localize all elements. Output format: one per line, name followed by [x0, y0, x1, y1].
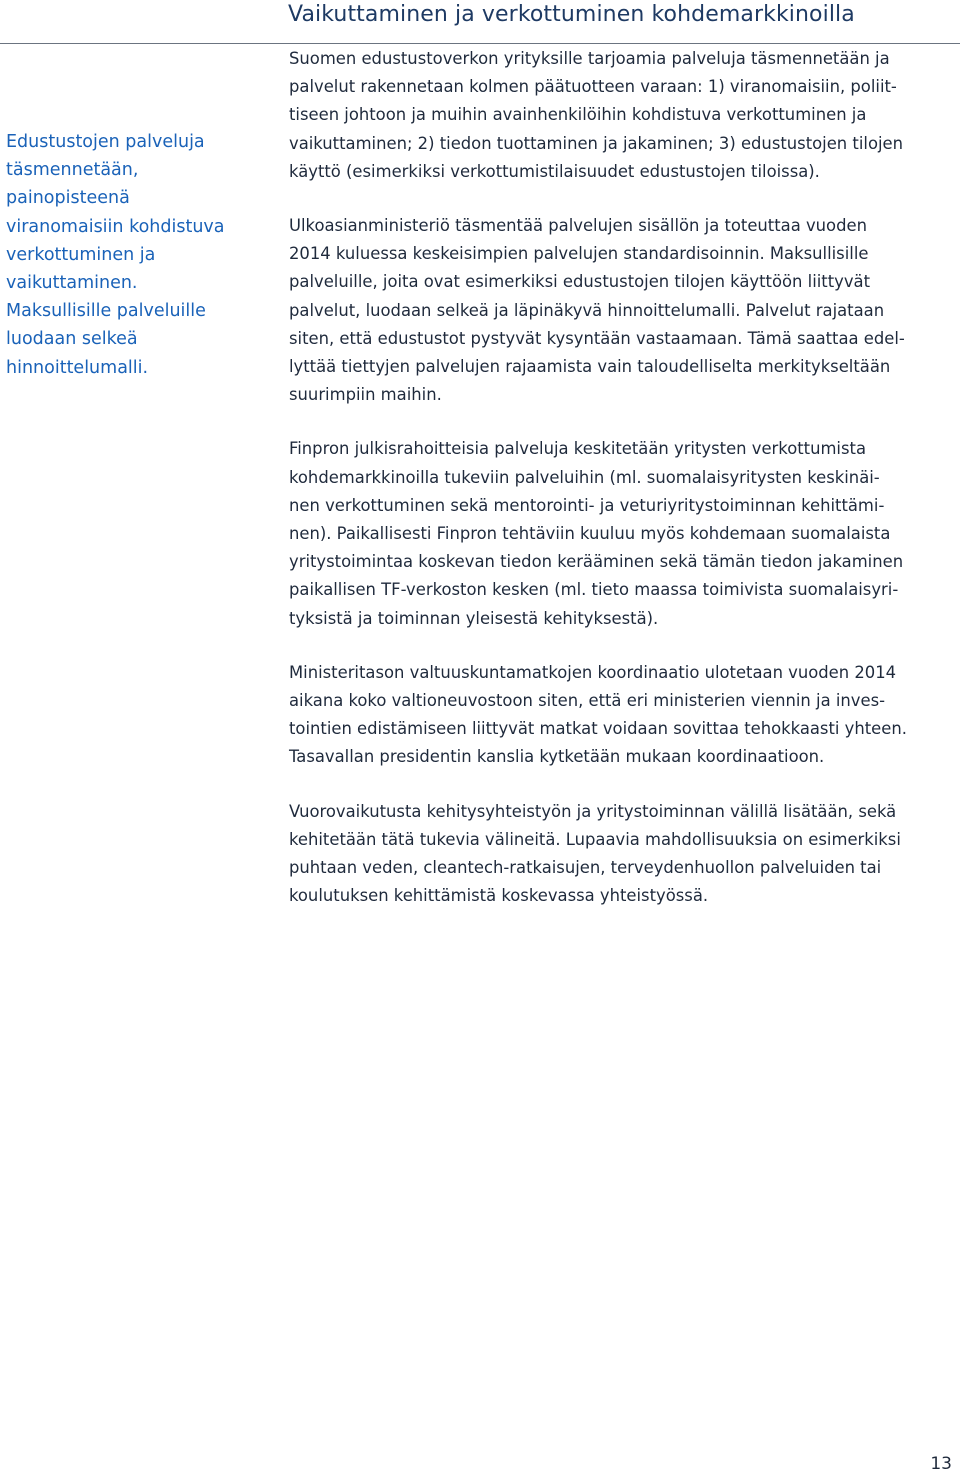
paragraph-line: koulutuksen kehittämistä koskevassa yhteistyössä. — [289, 886, 709, 906]
paragraph-line: yritystoimintaa koskevan tiedon kerääminen sekä tämän tiedon jakaminen — [289, 552, 904, 572]
page-title: Vaikuttaminen ja verkottuminen kohdemarkkinoilla — [288, 2, 855, 27]
paragraph-development-cooperation — [289, 798, 954, 911]
pull-quote-line: viranomaisiin kohdistuva — [6, 216, 225, 237]
paragraph-services — [289, 45, 954, 186]
paragraph-line: palvelut, luodaan selkeä ja läpinäkyvä hinnoittelumalli. Palvelut rajataan — [289, 300, 885, 320]
paragraph-line: siten, että edustustot pystyvät kysyntään vastaamaan. Tämä saattaa edel- — [289, 328, 905, 348]
pull-quote-line: Edustustojen palveluja — [6, 132, 205, 152]
paragraph-line: palveluille, joita ovat esimerkiksi edustustojen tilojen käyttöön liittyvät — [289, 272, 871, 292]
paragraph-line: aikana koko valtioneuvostoon siten, että eri ministerien viennin ja inves- — [289, 691, 886, 711]
pull-quote-line: vaikuttaminen. — [6, 273, 138, 294]
paragraph-line: suurimpiin maihin. — [289, 385, 442, 405]
pull-quote-line: painopisteenä — [6, 188, 130, 209]
paragraph-line: Vuorovaikutusta kehitysyhteistyön ja yritystoiminnan välillä lisätään, sekä — [289, 801, 897, 821]
paragraph-line: paikallisen TF-verkoston kesken (ml. tieto maassa toimivista suomalaisyri- — [289, 580, 899, 600]
paragraph-line: tiseen johtoon ja muihin avainhenkilöihin kohdistuva verkottuminen ja — [289, 105, 867, 125]
main-body — [289, 45, 954, 936]
paragraph-line: Ministeritason valtuuskuntamatkojen koordinaatio ulotetaan vuoden 2014 — [289, 662, 897, 682]
paragraph-line: 2014 kuluessa keskeisimpien palvelujen standardisoinnin. Maksullisille — [289, 244, 869, 264]
paragraph-delegations — [289, 659, 954, 772]
paragraph-line: Ulkoasianministeriö täsmentää palvelujen sisällön ja toteuttaa vuoden — [289, 216, 867, 236]
paragraph-finpro — [289, 435, 954, 632]
paragraph-line: käyttö (esimerkiksi verkottumistilaisuudet edustustojen tiloissa). — [289, 161, 820, 181]
sidebar-pull-quote — [6, 128, 256, 382]
pull-quote-line: Maksullisille palveluille — [6, 301, 206, 322]
paragraph-ministry — [289, 212, 954, 409]
paragraph-line: palvelut rakennetaan kolmen päätuotteen varaan: 1) viranomaisiin, poliit- — [289, 77, 897, 97]
paragraph-line: Tasavallan presidentin kanslia kytketään mukaan koordinaatioon. — [289, 747, 825, 767]
pull-quote-line: hinnoittelumalli. — [6, 357, 149, 378]
pull-quote-line: verkottuminen ja — [6, 244, 156, 265]
page-number: 13 — [930, 1454, 952, 1474]
paragraph-line: puhtaan veden, cleantech-ratkaisujen, terveydenhuollon palveluiden tai — [289, 858, 882, 878]
paragraph-line: vaikuttaminen; 2) tiedon tuottaminen ja jakaminen; 3) edustustojen tilojen — [289, 133, 903, 153]
paragraph-line: Suomen edustustoverkon yrityksille tarjoamia palveluja täsmennetään ja — [289, 49, 890, 68]
paragraph-line: kehitetään tätä tukevia välineitä. Lupaavia mahdollisuuksia on esimerkiksi — [289, 829, 901, 849]
pull-quote-line: täsmennetään, — [6, 160, 139, 181]
paragraph-line: lyttää tiettyjen palvelujen rajaamista vain taloudelliselta merkitykseltään — [289, 357, 891, 377]
paragraph-line: Finpron julkisrahoitteisia palveluja keskitetään yritysten verkottumista — [289, 439, 866, 459]
paragraph-line: kohdemarkkinoilla tukeviin palveluihin (ml. suomalaisyritysten keskinäi- — [289, 467, 880, 487]
paragraph-line: tointien edistämiseen liittyvät matkat voidaan sovittaa tehokkaasti yhteen. — [289, 719, 907, 739]
pull-quote-line: luodaan selkeä — [6, 329, 138, 350]
paragraph-line: nen). Paikallisesti Finpron tehtäviin kuuluu myös kohdemaan suomalaista — [289, 524, 891, 544]
paragraph-line: nen verkottuminen sekä mentorointi- ja veturiyritystoiminnan kehittämi- — [289, 495, 885, 515]
page-header — [0, 0, 960, 44]
paragraph-line: tyksistä ja toiminnan yleisestä kehityksestä). — [289, 608, 659, 628]
